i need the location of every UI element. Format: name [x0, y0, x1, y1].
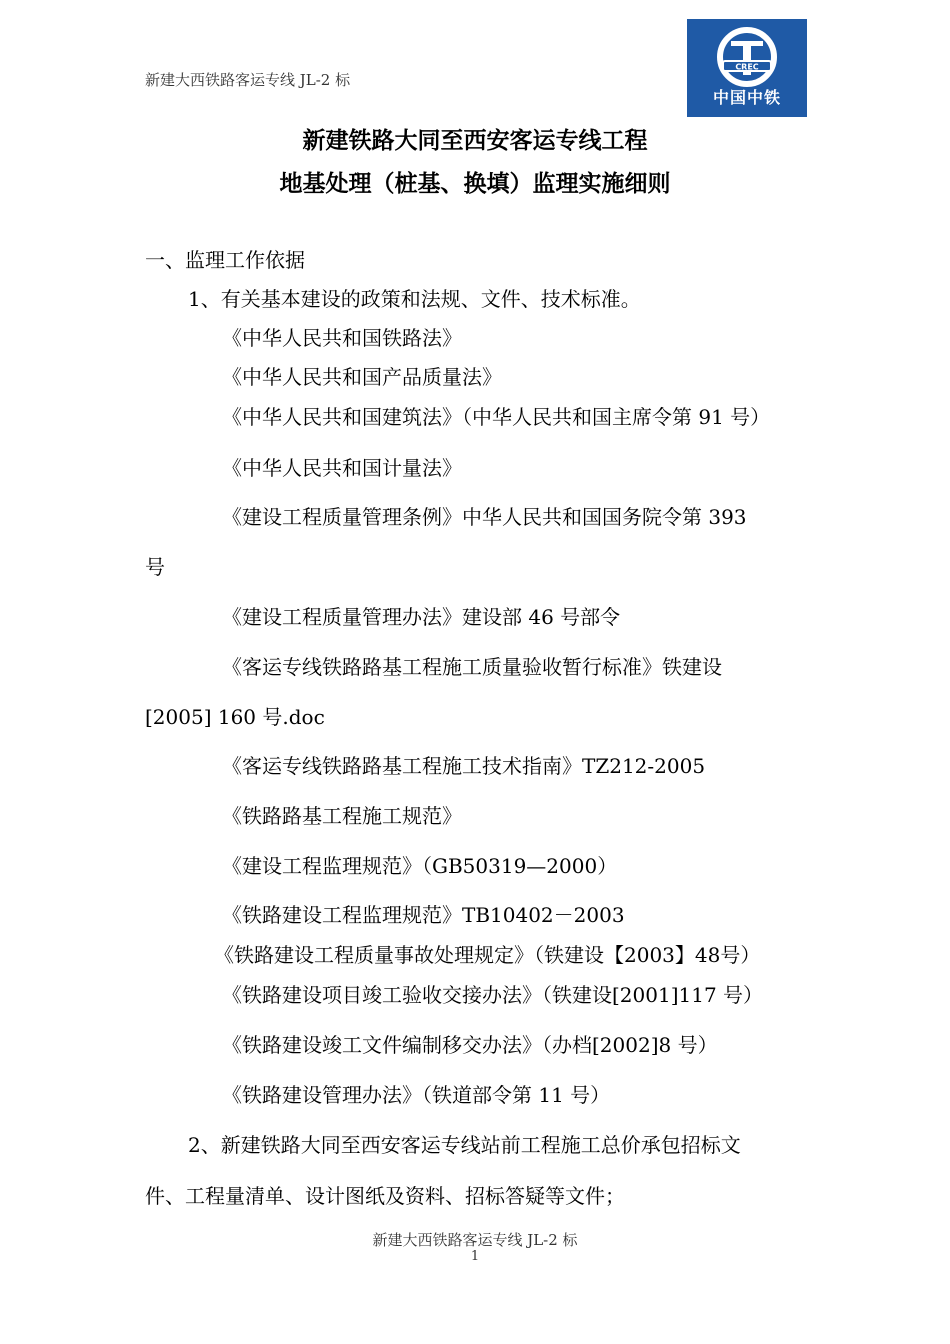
law-line: 《铁路建设工程质量事故处理规定》（铁建设【2003】48号） [214, 943, 761, 967]
page-number: 1 [470, 1249, 480, 1264]
law-line: 《中华人民共和国产品质量法》 [222, 365, 502, 389]
item-2-line1: 2、新建铁路大同至西安客运专线站前工程施工总价承包招标文 [188, 1133, 741, 1157]
logo-text: 中国中铁 [712, 88, 781, 107]
svg-text:CREC: CREC [735, 62, 759, 72]
section-heading: 一、监理工作依据 [145, 248, 305, 272]
law-line: 《铁路建设项目竣工验收交接办法》（铁建设[2001]117 号） [222, 983, 764, 1007]
law-line: 《中华人民共和国计量法》 [222, 456, 462, 480]
law-line: 《铁路路基工程施工规范》 [222, 804, 462, 828]
law-line: 《建设工程监理规范》（GB50319—2000） [222, 854, 618, 878]
page-header: 新建大西铁路客运专线 JL-2 标 [145, 71, 351, 89]
law-line: 号 [145, 555, 165, 579]
law-line: 《中华人民共和国建筑法》（中华人民共和国主席令第 91 号） [222, 405, 771, 429]
law-line: 《建设工程质量管理办法》建设部 46 号部令 [222, 605, 621, 629]
law-line: 《铁路建设竣工文件编制移交办法》（办档[2002]8 号） [222, 1033, 718, 1057]
item-1: 1、有关基本建设的政策和法规、文件、技术标准。 [188, 287, 641, 311]
crec-logo [687, 19, 807, 117]
page-footer: 新建大西铁路客运专线 JL-2 标 [372, 1231, 578, 1249]
item-2-line2: 件、工程量清单、设计图纸及资料、招标答疑等文件； [145, 1184, 625, 1208]
law-line: 《铁路建设工程监理规范》TB10402－2003 [222, 903, 625, 927]
law-line: 《铁路建设管理办法》（铁道部令第 11 号） [222, 1083, 611, 1107]
law-line: 《中华人民共和国铁路法》 [222, 326, 462, 350]
doc-title-line2: 地基处理（桩基、换填）监理实施细则 [279, 171, 671, 197]
law-line: 《建设工程质量管理条例》中华人民共和国国务院令第 393 [222, 505, 747, 529]
doc-title-line1: 新建铁路大同至西安客运专线工程 [302, 128, 648, 154]
law-line: 《客运专线铁路路基工程施工质量验收暂行标准》铁建设 [222, 655, 722, 679]
law-line: [2005] 160 号.doc [145, 705, 325, 729]
law-line: 《客运专线铁路路基工程施工技术指南》TZ212-2005 [222, 754, 706, 778]
